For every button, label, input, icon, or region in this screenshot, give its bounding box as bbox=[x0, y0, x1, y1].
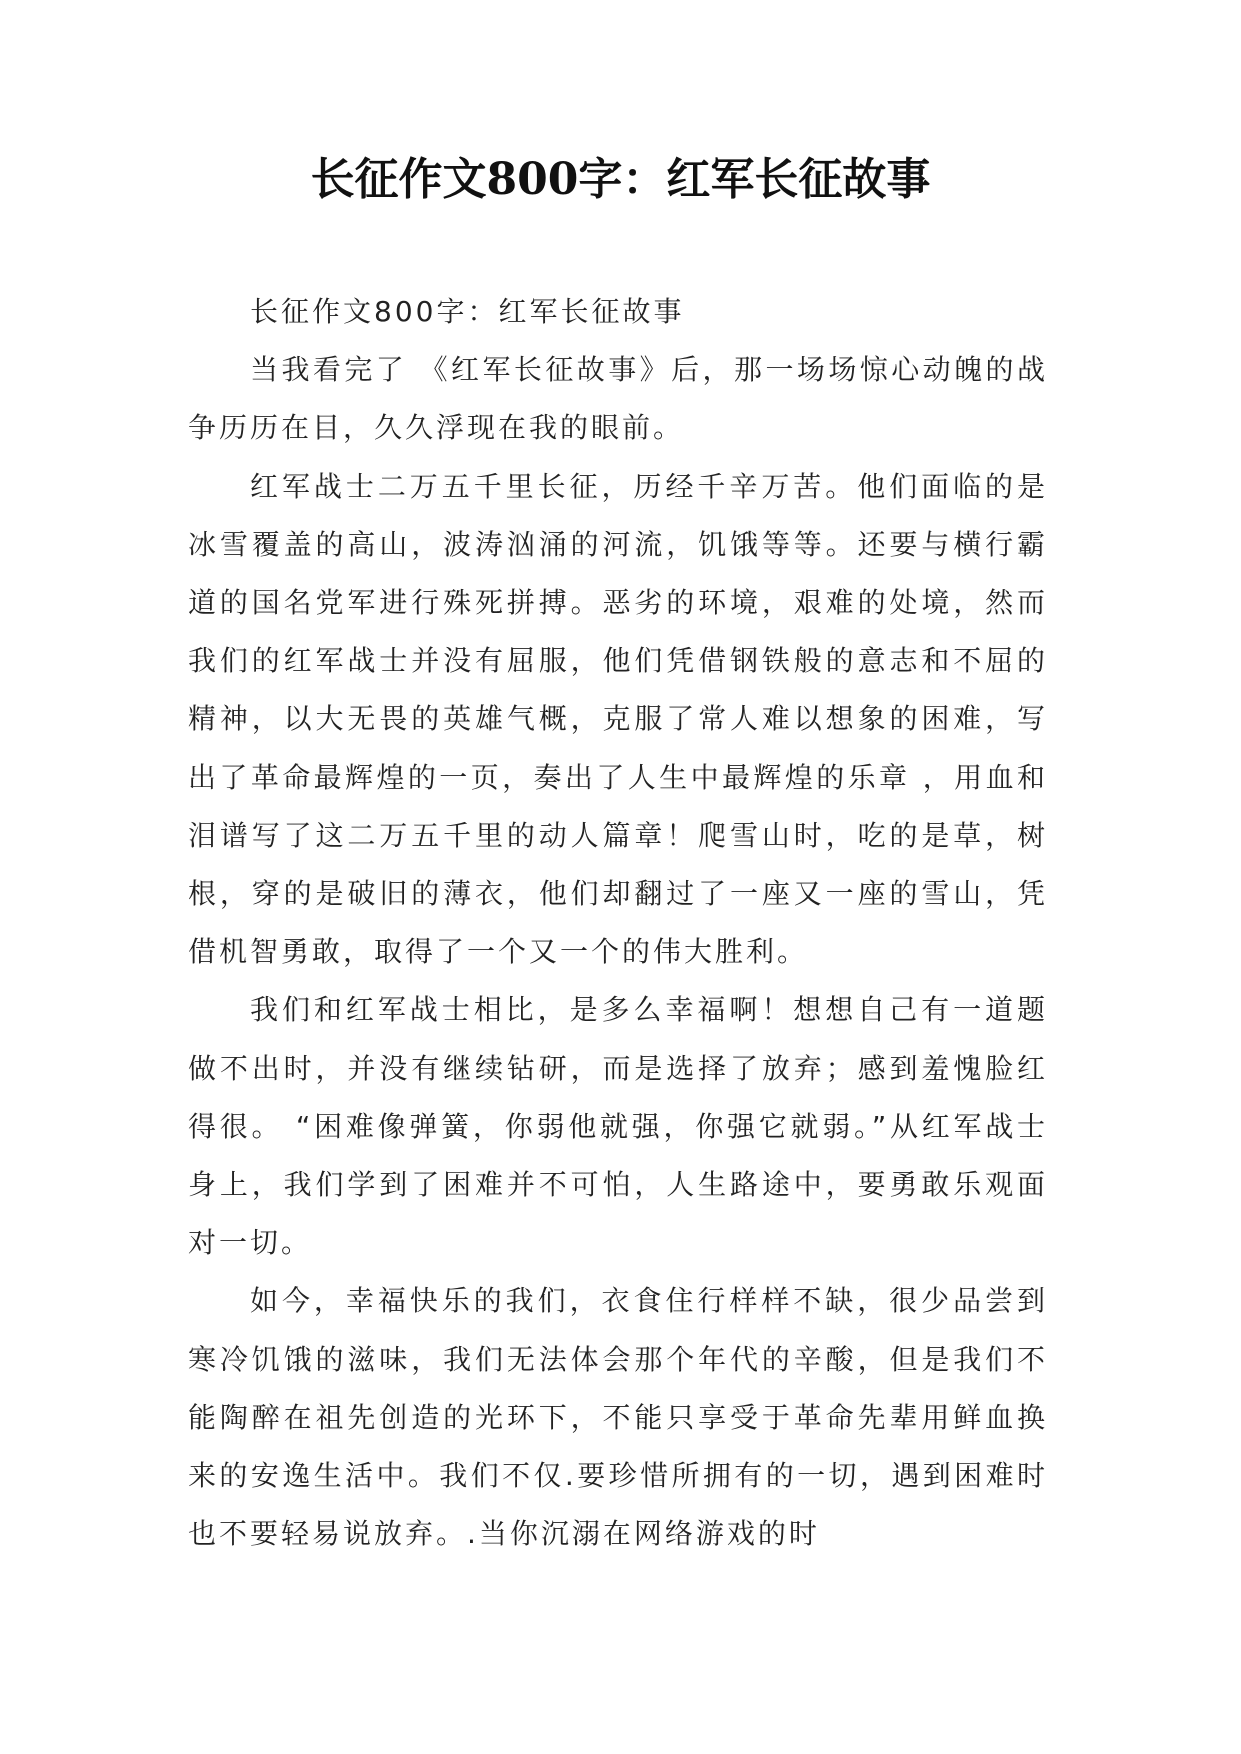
paragraph-2: 红军战士二万五千里长征，历经千辛万苦。他们面临的是冰雪覆盖的高山，波涛汹涌的河流，饥饿等等。还要与横行霸道的国名党军进行殊死拼搏。恶劣的环境，艰难的处境，然而我们的红军战士并没有屈服，他们凭借钢铁般的意志和不屈的精神，以大无畏的英雄气概，克服了常人难以想象的困难，写出了革命最辉煌的一页，奏出了人生中最辉煌的乐章 ，用血和泪谱写了这二万五千里的动人篇章！爬雪山时，吃的是草，树根，穿的是破旧的薄衣，他们却翻过了一座又一座的雪山，凭借机智勇敢，取得了一个又一个的伟大胜利。 bbox=[188, 469, 1048, 969]
paragraph-1: 当我看完了 《红军长征故事》后，那一场场惊心动魄的战争历历在目，久久浮现在我的眼前。 bbox=[188, 353, 1048, 445]
page-title: 长征作文800字：红军长征故事 bbox=[310, 154, 931, 205]
paragraph-4: 如今，幸福快乐的我们，衣食住行样样不缺，很少品尝到寒冷饥饿的滋味，我们无法体会那个年代的辛酸，但是我们不能陶醉在祖先创造的光环下，不能只享受于革命先辈用鲜血换来的安逸生活中。我们不仅.要珍惜所拥有的一切，遇到困难时也不要轻易说放弃。.当你沉溺在网络游戏的时 bbox=[188, 1284, 1048, 1551]
paragraph-3: 我们和红军战士相比，是多么幸福啊！想想自己有一道题做不出时，并没有继续钻研，而是选择了放弃；感到羞愧脸红得很。 “困难像弹簧，你弱他就强，你强它就弱。”从红军战士身上，我们学到了困难并不可怕，人生路途中，要勇敢乐观面对一切。 bbox=[188, 993, 1048, 1260]
document-body bbox=[188, 283, 1048, 1563]
paragraph-subtitle: 长征作文800字：红军长征故事 bbox=[250, 295, 685, 328]
